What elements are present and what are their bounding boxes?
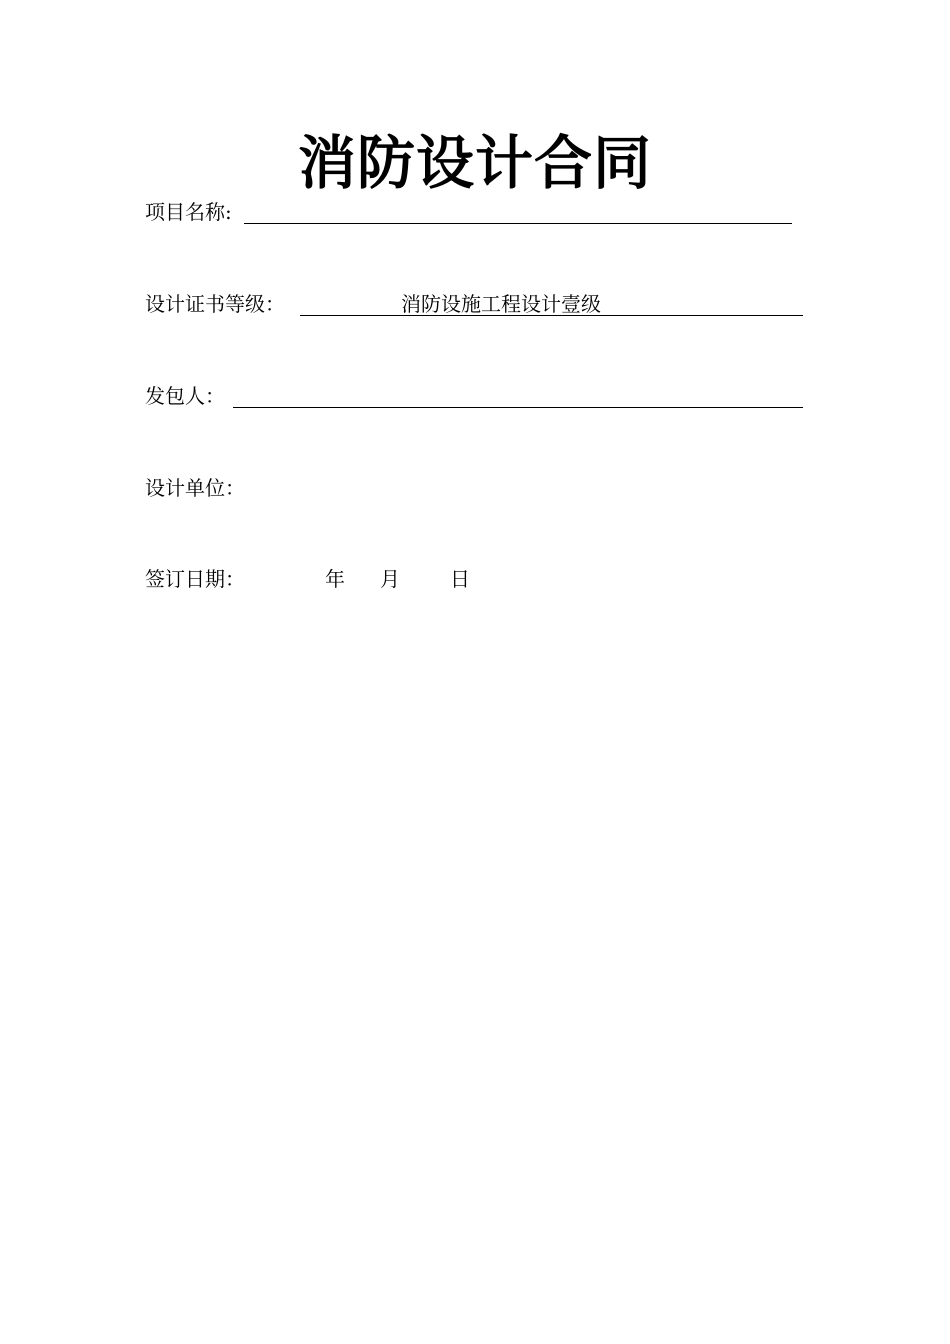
cert-grade-label: 设计证书等级： — [145, 292, 285, 316]
project-name-blank[interactable] — [244, 197, 792, 224]
client-blank[interactable] — [233, 381, 803, 408]
date-month-label: 月 — [380, 567, 400, 591]
date-year-label: 年 — [325, 567, 345, 591]
document-title: 消防设计合同 — [297, 129, 652, 197]
cert-grade-value: 消防设施工程设计壹级 — [401, 292, 601, 316]
client-label: 发包人： — [145, 384, 225, 408]
date-day-label: 日 — [450, 567, 470, 591]
designer-label: 设计单位： — [145, 476, 245, 500]
sign-date-label: 签订日期： — [145, 567, 245, 591]
project-name-label: 项目名称: — [145, 200, 232, 224]
